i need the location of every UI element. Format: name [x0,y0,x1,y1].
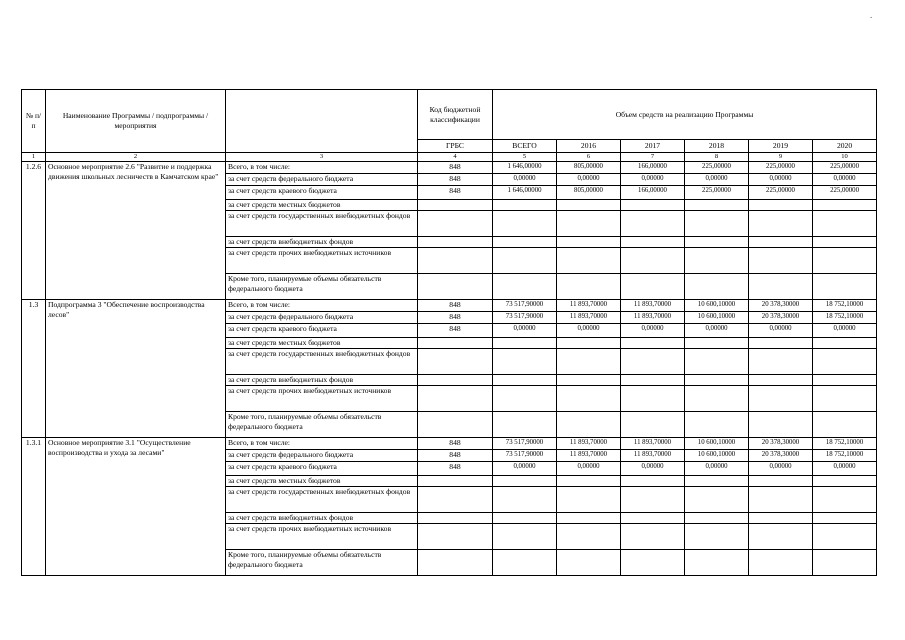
item-number: 1.3 [22,300,46,438]
funding-source: Кроме того, планируемые объемы обязательств федерального бюджета [226,412,418,438]
column-index: 10 [813,153,877,162]
year-value [621,375,685,386]
year-value [557,338,621,349]
funding-source: за счет средств краевого бюджета [226,462,418,476]
funding-source: за счет средств прочих внебюджетных источников [226,386,418,412]
grbs-code [418,338,493,349]
year-value [813,338,877,349]
year-value: 225,00000 [813,162,877,174]
year-value [749,248,813,274]
grbs-code [418,550,493,576]
header-year: 2017 [621,140,685,153]
year-value [749,386,813,412]
year-value: 0,00000 [621,174,685,186]
year-value [557,349,621,375]
year-value [749,524,813,550]
year-value [685,200,749,211]
header-year: 2019 [749,140,813,153]
year-value [685,211,749,237]
year-value [621,237,685,248]
total-value [493,375,557,386]
total-value: 1 646,00000 [493,186,557,200]
year-value [621,248,685,274]
year-value [557,237,621,248]
year-value [749,338,813,349]
year-value [621,476,685,487]
funding-source: Кроме того, планируемые объемы обязательств федерального бюджета [226,550,418,576]
total-value [493,476,557,487]
header-grbs: ГРБС [418,140,493,153]
total-value: 73 517,90000 [493,438,557,450]
funding-source: Кроме того, планируемые объемы обязательств федерального бюджета [226,274,418,300]
column-index: 6 [557,153,621,162]
total-value [493,237,557,248]
year-value: 225,00000 [749,186,813,200]
year-value [557,248,621,274]
funding-source: Всего, в том числе: [226,438,418,450]
year-value: 0,00000 [749,462,813,476]
year-value [557,412,621,438]
year-value [557,375,621,386]
grbs-code [418,248,493,274]
funding-source: за счет средств местных бюджетов [226,200,418,211]
year-value [685,524,749,550]
funding-source: Всего, в том числе: [226,162,418,174]
year-value [749,550,813,576]
year-value: 11 893,70000 [557,300,621,312]
funding-source: за счет средств внебюджетных фондов [226,513,418,524]
funding-source: за счет средств прочих внебюджетных источников [226,248,418,274]
header-name: Наименование Программы / подпрограммы / мероприятия [46,90,226,153]
total-value: 73 517,90000 [493,450,557,462]
year-value [749,200,813,211]
funding-source: за счет средств краевого бюджета [226,186,418,200]
year-value: 225,00000 [749,162,813,174]
year-value [749,349,813,375]
header-year: 2020 [813,140,877,153]
item-name: Подпрограмма 3 "Обеспечение воспроизводства лесов" [46,300,226,438]
year-value [685,550,749,576]
year-value [685,476,749,487]
year-value [749,375,813,386]
year-value [557,487,621,513]
funding-source: за счет средств федерального бюджета [226,450,418,462]
column-index: 9 [749,153,813,162]
grbs-code [418,524,493,550]
year-value: 11 893,70000 [557,312,621,324]
year-value [813,524,877,550]
year-value [813,487,877,513]
year-value: 225,00000 [813,186,877,200]
year-value: 166,00000 [621,186,685,200]
year-value [621,487,685,513]
year-value [621,513,685,524]
budget-table [21,89,877,576]
year-value [685,237,749,248]
year-value [557,386,621,412]
year-value [813,211,877,237]
page-corner-mark: . [870,10,873,20]
total-value [493,211,557,237]
grbs-code: 848 [418,462,493,476]
year-value [685,248,749,274]
grbs-code [418,274,493,300]
year-value: 225,00000 [685,162,749,174]
column-index: 2 [46,153,226,162]
grbs-code [418,487,493,513]
funding-source: за счет средств местных бюджетов [226,338,418,349]
year-value [621,211,685,237]
year-value [685,386,749,412]
column-index: 5 [493,153,557,162]
year-value [557,550,621,576]
year-value: 0,00000 [685,462,749,476]
grbs-code [418,211,493,237]
year-value [557,524,621,550]
header-code: Код бюджетной классификации [418,90,493,140]
grbs-code: 848 [418,162,493,174]
funding-source: за счет средств государственных внебюджетных фондов [226,349,418,375]
year-value: 0,00000 [813,324,877,338]
column-index: 4 [418,153,493,162]
total-value [493,349,557,375]
total-value [493,200,557,211]
item-name: Основное мероприятие 2.6 "Развитие и поддержка движения школьных лесничеств в Камчатском крае" [46,162,226,300]
year-value: 0,00000 [685,174,749,186]
year-value: 11 893,70000 [557,450,621,462]
year-value: 20 378,30000 [749,312,813,324]
funding-source: за счет средств внебюджетных фондов [226,237,418,248]
year-value: 225,00000 [685,186,749,200]
year-value: 11 893,70000 [557,438,621,450]
year-value: 0,00000 [557,462,621,476]
total-value [493,248,557,274]
header-num: № п/п [22,90,46,153]
year-value: 20 378,30000 [749,450,813,462]
year-value [685,338,749,349]
funding-source: за счет средств федерального бюджета [226,312,418,324]
table-row [22,300,877,312]
header-volume: Объем средств на реализацию Программы [493,90,877,140]
year-value: 10 600,10000 [685,312,749,324]
year-value: 18 752,10000 [813,312,877,324]
year-value [557,476,621,487]
grbs-code: 848 [418,324,493,338]
grbs-code [418,375,493,386]
year-value [621,338,685,349]
year-value [813,200,877,211]
year-value: 0,00000 [749,174,813,186]
table-row [22,438,877,450]
funding-source: за счет средств государственных внебюджетных фондов [226,211,418,237]
year-value: 0,00000 [749,324,813,338]
year-value [749,274,813,300]
year-value [685,274,749,300]
year-value [621,386,685,412]
year-value: 0,00000 [621,462,685,476]
grbs-code [418,476,493,487]
year-value [557,211,621,237]
grbs-code [418,237,493,248]
item-name: Основное мероприятие 3.1 "Осуществление воспроизводства и ухода за лесами" [46,438,226,576]
funding-source: за счет средств внебюджетных фондов [226,375,418,386]
funding-source: за счет средств краевого бюджета [226,324,418,338]
grbs-code: 848 [418,312,493,324]
header-year: 2018 [685,140,749,153]
total-value [493,386,557,412]
grbs-code [418,513,493,524]
column-index-row [22,153,877,162]
year-value: 20 378,30000 [749,438,813,450]
year-value [685,487,749,513]
total-value: 73 517,90000 [493,312,557,324]
total-value [493,487,557,513]
year-value [813,386,877,412]
grbs-code: 848 [418,438,493,450]
year-value [621,349,685,375]
year-value: 20 378,30000 [749,300,813,312]
year-value [749,211,813,237]
year-value: 10 600,10000 [685,450,749,462]
year-value [685,375,749,386]
year-value: 11 893,70000 [621,438,685,450]
grbs-code [418,200,493,211]
total-value [493,550,557,576]
year-value [621,524,685,550]
year-value [621,550,685,576]
table-row [22,162,877,174]
funding-source: Всего, в том числе: [226,300,418,312]
funding-source: за счет средств федерального бюджета [226,174,418,186]
year-value: 0,00000 [813,462,877,476]
year-value: 18 752,10000 [813,300,877,312]
year-value [813,237,877,248]
year-value: 11 893,70000 [621,300,685,312]
year-value [749,237,813,248]
year-value [685,513,749,524]
grbs-code [418,349,493,375]
year-value [749,412,813,438]
total-value: 0,00000 [493,324,557,338]
year-value [557,513,621,524]
year-value [685,349,749,375]
total-value [493,524,557,550]
year-value [813,513,877,524]
year-value [813,248,877,274]
total-value [493,412,557,438]
grbs-code: 848 [418,186,493,200]
total-value: 73 517,90000 [493,300,557,312]
year-value [749,487,813,513]
year-value: 166,00000 [621,162,685,174]
year-value [813,550,877,576]
grbs-code [418,386,493,412]
grbs-code: 848 [418,174,493,186]
total-value [493,338,557,349]
grbs-code [418,412,493,438]
year-value [749,476,813,487]
year-value [685,412,749,438]
header-source [226,90,418,153]
total-value [493,513,557,524]
column-index: 7 [621,153,685,162]
grbs-code: 848 [418,450,493,462]
year-value: 11 893,70000 [621,312,685,324]
column-index: 1 [22,153,46,162]
total-value [493,274,557,300]
year-value [557,274,621,300]
grbs-code: 848 [418,300,493,312]
year-value: 18 752,10000 [813,438,877,450]
year-value: 0,00000 [813,174,877,186]
year-value: 0,00000 [557,174,621,186]
year-value: 0,00000 [557,324,621,338]
column-index: 8 [685,153,749,162]
year-value [813,375,877,386]
column-index: 3 [226,153,418,162]
total-value: 1 646,00000 [493,162,557,174]
year-value [621,200,685,211]
year-value: 10 600,10000 [685,300,749,312]
header-year: 2016 [557,140,621,153]
year-value: 0,00000 [685,324,749,338]
item-number: 1.3.1 [22,438,46,576]
year-value: 11 893,70000 [621,450,685,462]
year-value: 805,00000 [557,162,621,174]
year-value [813,476,877,487]
year-value [813,274,877,300]
year-value [557,200,621,211]
funding-source: за счет средств прочих внебюджетных источников [226,524,418,550]
total-value: 0,00000 [493,174,557,186]
item-number: 1.2.6 [22,162,46,300]
year-value: 805,00000 [557,186,621,200]
header-total: ВСЕГО [493,140,557,153]
year-value [621,274,685,300]
year-value: 18 752,10000 [813,450,877,462]
year-value [621,412,685,438]
year-value [813,349,877,375]
total-value: 0,00000 [493,462,557,476]
year-value: 10 600,10000 [685,438,749,450]
year-value: 0,00000 [621,324,685,338]
funding-source: за счет средств местных бюджетов [226,476,418,487]
year-value [813,412,877,438]
year-value [749,513,813,524]
funding-source: за счет средств государственных внебюджетных фондов [226,487,418,513]
